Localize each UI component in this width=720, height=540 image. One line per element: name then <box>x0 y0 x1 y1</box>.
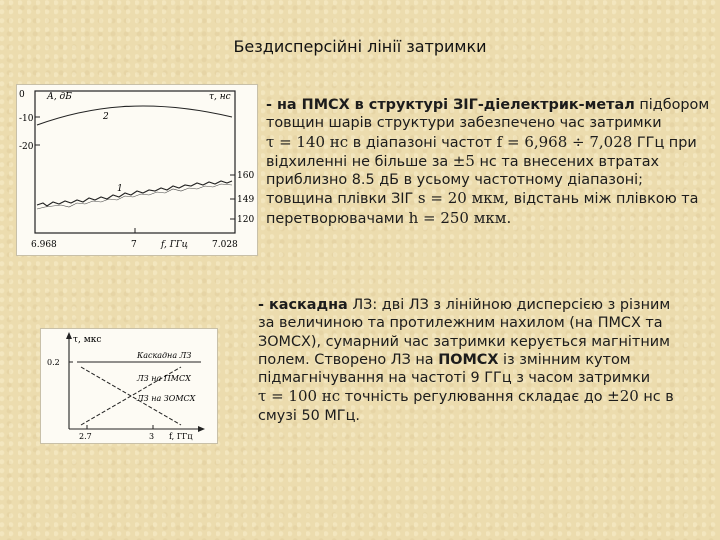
fig2-x-tick-1: 3 <box>149 432 155 441</box>
block1-line4c: нс та внесених втратах <box>474 153 660 170</box>
fig2-label-cascade: Каскадна ЛЗ <box>137 351 192 360</box>
block1-distance: h = 250 мкм. <box>408 208 512 227</box>
curve-1-noise <box>37 184 232 209</box>
cascade-delay-figure <box>40 328 218 444</box>
block2-line4a: полем. Створено ЛЗ на <box>258 351 439 368</box>
fig2-x-label: f, ГГц <box>169 432 193 441</box>
block2-line2: за величиною та протилежним нахилом (на ПМСХ та <box>258 315 663 332</box>
cascade-description <box>258 296 678 425</box>
block1-thickness: s = 20 мкм, <box>417 189 510 208</box>
curve-1-delay <box>37 181 232 206</box>
block1-freq: f = 6,968 ÷ 7,028 <box>496 132 633 151</box>
block2-pomsx: ПОМСХ <box>438 351 499 368</box>
x-tick-2: 7.028 <box>212 240 238 250</box>
block2-line1b: ЛЗ: дві ЛЗ з лінійною дисперсією з різним <box>347 297 671 313</box>
block1-line5: приблизно 8.5 дБ в усьому частотному діапазоні; <box>266 172 644 189</box>
y-left-label: А, дБ <box>47 92 72 102</box>
block2-lead: - каскадна <box>258 297 348 313</box>
block1-lead: - на ПМСХ в структурі ЗІГ-діелектрик-метал <box>266 97 635 113</box>
y-right-label: τ, нс <box>209 92 231 102</box>
block2-line4c: із змінним кутом <box>498 351 631 368</box>
curve-2-attenuation <box>37 106 232 125</box>
x-label: f, ГГц <box>161 240 188 250</box>
block1-lead-rest: підбором <box>634 97 710 113</box>
fig2-label-pmsx: ЛЗ на ПМСХ <box>137 374 191 383</box>
block1-line3d: ГГц при <box>632 134 697 151</box>
figure1-plot <box>17 85 257 255</box>
block2-line3: ЗОМСХ), сумарний час затримки керується магнітним <box>258 333 670 350</box>
fig2-y-tick: 0.2 <box>47 358 60 367</box>
figure2-plot <box>41 329 217 443</box>
block1-deviation: ±5 <box>452 151 475 170</box>
block2-line6b: точність регулювання складає до <box>340 389 608 406</box>
block1-line6a: товщина плівки ЗІГ <box>266 191 418 208</box>
y-left-tick-2: -20 <box>19 142 34 152</box>
curve-1-label: 1 <box>117 184 123 194</box>
block1-line4a: відхиленні не більше за <box>266 153 453 170</box>
figure1-frame <box>35 91 235 233</box>
block1-line6c: відстань між плівкою та <box>509 191 699 208</box>
block2-line5: підмагнічування на частоті 9 ГГц з часом затримки <box>258 370 651 387</box>
fig2-label-zomsx: ЛЗ на ЗОМСХ <box>137 394 196 403</box>
y-left-tick-0: 0 <box>19 90 25 100</box>
y-left-tick-1: -10 <box>19 114 34 124</box>
y-right-tick-1: 149 <box>237 195 255 205</box>
x-tick-1: 7 <box>131 240 137 250</box>
curve-2-label: 2 <box>103 112 109 122</box>
y-right-tick-0: 160 <box>237 171 255 181</box>
fig2-y-label: τ, мкс <box>73 335 102 345</box>
y-right-tick-2: 120 <box>237 215 255 225</box>
pmsx-description <box>266 96 711 228</box>
block1-line2: товщин шарів структури забезпечено час затримки <box>266 115 662 132</box>
block2-tau: τ = 100 нс <box>258 387 341 406</box>
block2-line7: смузі 50 МГц. <box>258 407 360 424</box>
fig2-x-tick-0: 2.7 <box>79 432 92 441</box>
block2-line6d: нс в <box>638 389 674 406</box>
slide-title: Бездисперсійні лінії затримки <box>233 37 487 56</box>
block1-line7a: перетворювачами <box>266 210 409 227</box>
block1-tau: τ = 140 нс <box>266 132 349 151</box>
block1-line3b: в діапазоні частот <box>348 134 497 151</box>
block2-accuracy: ±20 <box>607 387 639 406</box>
x-tick-0: 6.968 <box>31 240 57 250</box>
delay-attenuation-figure <box>16 84 258 256</box>
